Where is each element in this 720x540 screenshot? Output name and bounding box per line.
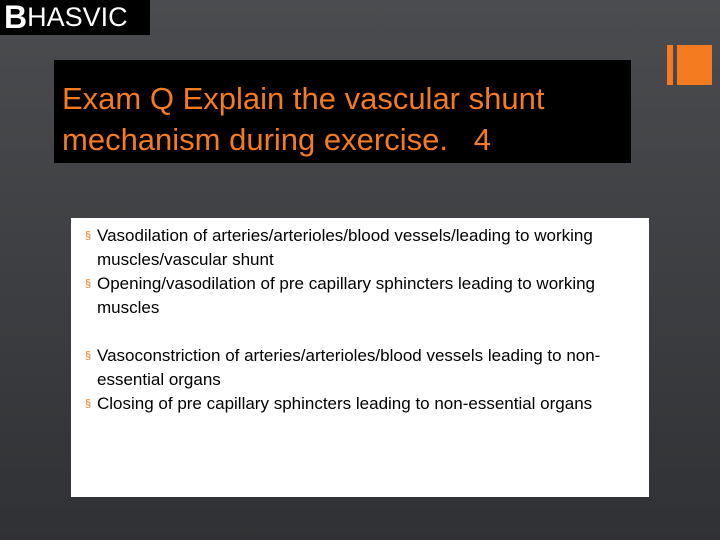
title-box [54,60,631,163]
bullet-text: Closing of pre capillary sphincters leading to non-essential organs [97,394,593,413]
bullet-text: Vasoconstriction of arteries/arterioles/blood vessels leading to non-essential organs [97,346,601,389]
bullet-item [85,224,639,272]
accent-block [677,45,712,85]
bullet-group-vasodilation [85,224,639,320]
bullet-item [85,392,639,416]
logo-text: HASVIC [27,2,128,32]
accent-bar [667,45,673,85]
content-box [71,218,649,497]
bullet-item [85,344,639,392]
logo-letter: B [4,0,27,35]
bullet-marker-icon: § [85,350,92,362]
bullet-text: Vasodilation of arteries/arterioles/blood vessels/leading to working muscles/vascular shunt [97,226,593,269]
bullet-item [85,272,639,320]
bullet-text: Opening/vasodilation of pre capillary sphincters leading to working muscles [97,274,596,317]
bhasvic-logo [0,0,150,35]
bullet-marker-icon: § [85,398,92,410]
slide-title: Exam Q Explain the vascular shunt mechanism during exercise. 4 [62,81,554,157]
bullet-marker-icon: § [85,278,92,290]
bullet-group-vasoconstriction [85,344,639,416]
bullet-marker-icon: § [85,230,92,242]
